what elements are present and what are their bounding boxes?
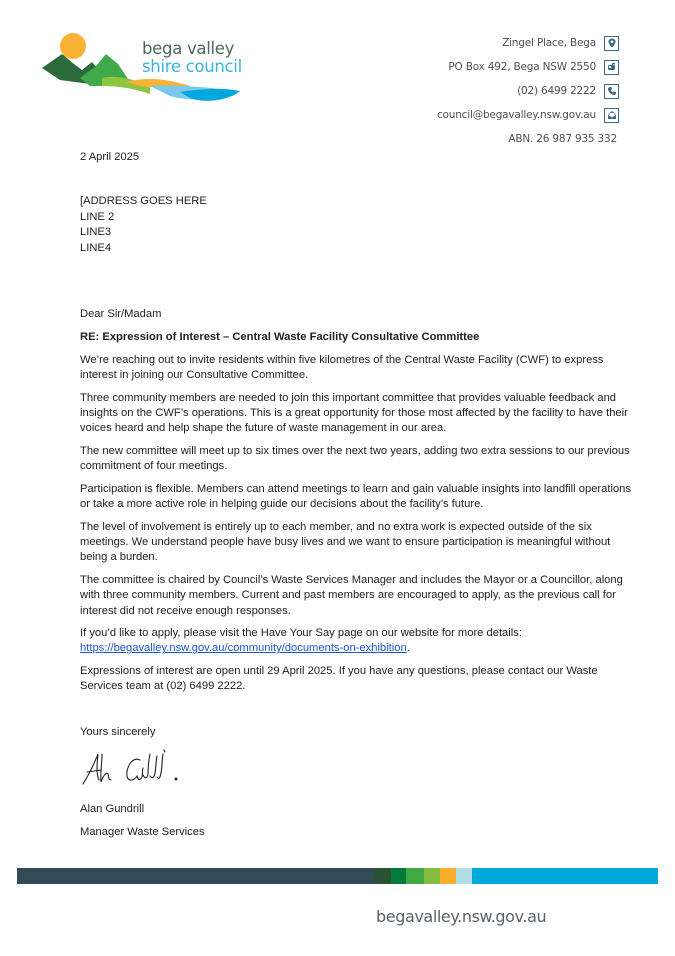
phone-icon [604,84,619,99]
subject-line: RE: Expression of Interest – Central Waste Facility Consultative Committee [80,331,480,344]
footer-bar-segment [440,868,456,884]
documents-on-exhibition-link[interactable]: https://begavalley.nsw.gov.au/community/documents-on-exhibition [80,642,407,655]
footer-bar-segment [472,868,658,884]
paragraph: Three community members are needed to join this important committee that provides valuable feedback and insights on the CWF’s operations. This is a great opportunity for those most affected by the facility to have their voices heard and help shape the future of waste management in our area. [80,391,628,435]
mailbox-icon [604,60,619,75]
abn-text: ABN. 26 987 935 332 [508,133,617,145]
logo-landscape-icon [40,28,150,108]
signature [80,746,640,796]
footer-bar-segment [406,868,424,884]
recipient-address [80,194,640,256]
footer-bar-segment [424,868,440,884]
address-line: LINE 2 [80,210,115,223]
footer-website: begavalley.nsw.gov.au [376,907,547,926]
logo-text-line2: shire council [142,57,242,76]
paragraph: The level of involvement is entirely up to each member, and no extra work is expected outside of the six meetings. We understand people have busy lives and we want to ensure participation is meaningful without being a burden. [80,520,611,564]
contact-phone [437,79,619,103]
address-line: [ADDRESS GOES HERE [80,195,207,208]
paragraph: We’re reaching out to invite residents within five kilometres of the Central Waste Facility (CWF) to express interest in joining our Consultative Committee. [80,353,604,382]
contact-address-text: Zingel Place, Bega [502,37,596,49]
footer-bar-segment [391,868,406,884]
logo-text [142,40,242,76]
salutation: Dear Sir/Madam [80,308,162,321]
paragraph: The committee is chaired by Council’s Waste Services Manager and includes the Mayor or a Councillor, along with three community members. Current and past members are encouraged to apply, as the previous call for interest did not receive enough responses. [80,573,623,617]
signer-title: Manager Waste Services [80,826,205,839]
address-line: LINE4 [80,241,112,254]
apply-paragraph [80,626,640,657]
letter-body [80,150,640,841]
apply-text: If you’d like to apply, please visit the Have Your Say page on our website for more details: [80,626,522,639]
contact-po-box-text: PO Box 492, Bega NSW 2550 [448,61,596,73]
footer-bar-segment [456,868,472,884]
abn-line [437,127,617,151]
contact-block [437,31,619,151]
contact-phone-text: (02) 6499 2222 [517,85,596,97]
closing: Yours sincerely [80,725,156,738]
final-paragraph: Expressions of interest are open until 29 April 2025. If you have any questions, please contact our Waste Services team at (02) 6499 2222. [80,664,598,693]
contact-address [437,31,619,55]
council-logo [40,28,270,108]
paragraph: Participation is flexible. Members can attend meetings to learn and gain valuable insights into landfill operations or take a more active role in helping guide our decisions about the facility’s future. [80,482,631,511]
email-icon [604,108,619,123]
letter-date: 2 April 2025 [80,151,140,163]
handwritten-signature-icon [80,746,220,796]
logo-text-line1: bega valley [142,39,235,58]
contact-email [437,103,619,127]
location-pin-icon [604,36,619,51]
footer-bar-segment [17,868,374,884]
contact-po-box [437,55,619,79]
paragraph: The new committee will meet up to six times over the next two years, adding two extra sessions to our previous commitment of four meetings. [80,444,630,473]
address-line: LINE3 [80,226,112,239]
contact-email-text: council@begavalley.nsw.gov.au [436,109,596,121]
footer-color-bar [17,868,658,884]
footer-bar-segment [374,868,391,884]
link-trailing-punctuation: . [406,642,410,655]
signer-name: Alan Gundrill [80,802,145,815]
